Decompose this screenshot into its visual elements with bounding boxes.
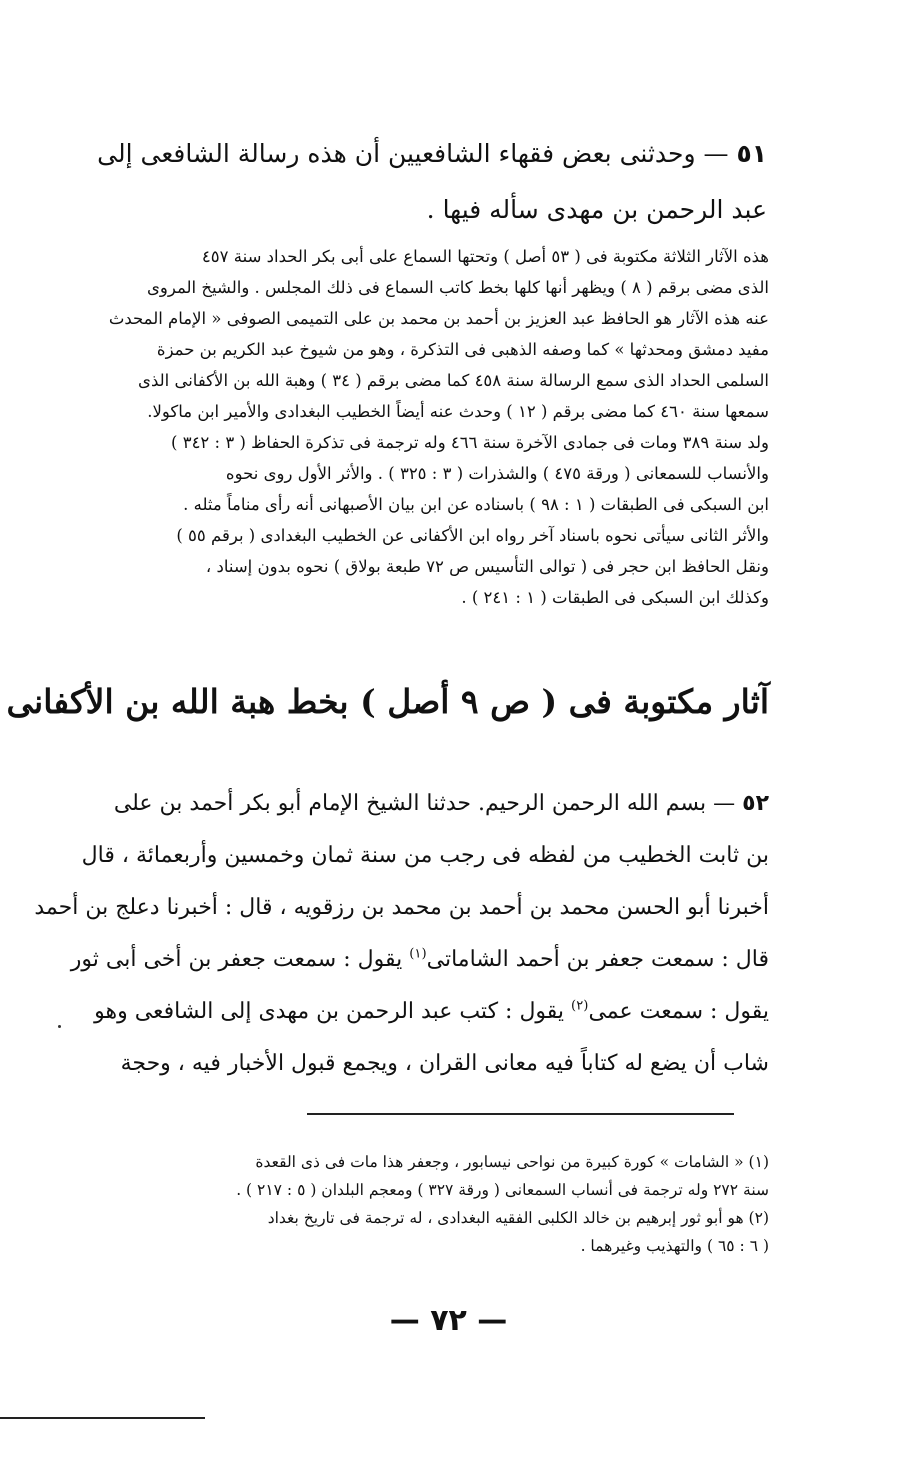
note-line: والأثر الثانى سيأتى نحوه باسناد آخر رواه ابن الأكفانى عن الخطيب البغدادى ( برقم ٥٥ )	[176, 526, 769, 545]
item-52-line-6: شاب أن يضع له كتاباً فيه معانى القران ، ويجمع قبول الأخبار فيه ، وحجة	[120, 1051, 769, 1076]
footnotes	[105, 1148, 769, 1260]
item-dash: —	[713, 791, 736, 816]
item-52-line-5	[94, 986, 769, 1038]
item-52-line-4	[70, 934, 769, 986]
item-dash: —	[703, 139, 729, 168]
note-line: ابن السبكى فى الطبقات ( ١ : ٩٨ ) باسناده عن ابن بيان الأصبهانى أنه رأى مناماً مثله .	[183, 495, 769, 514]
note-line: هذه الآثار الثلاثة مكتوبة فى ( ٥٣ أصل ) وتحتها السماع على أبى بكر الحداد سنة ٤٥٧	[201, 247, 769, 266]
footnote-line: ( ٦ : ٦٥ ) والتهذيب وغيرهما .	[580, 1237, 769, 1255]
note-line: السلمى الحداد الذى سمع الرسالة سنة ٤٥٨ كما مضى برقم ( ٣٤ ) وهبة الله بن الأكفانى الذى	[138, 371, 769, 390]
footnote-line: (١) « الشامات » كورة كبيرة من نواحى نيسابور ، وجعفر هذا مات فى ذى القعدة	[255, 1153, 769, 1171]
item-52-line-1	[105, 778, 769, 830]
item-52-text-1: بسم الله الرحمن الرحيم. حدثنا الشيخ الإمام أبو بكر أحمد بن على	[113, 791, 707, 816]
item-number-51: ٥١	[736, 139, 767, 168]
footnote-ref-1: (١)	[409, 946, 427, 962]
item-52-line-3: أخبرنا أبو الحسن محمد بن أحمد بن محمد بن رزقويه ، قال : أخبرنا دعلج بن أحمد	[34, 895, 769, 920]
note-line: الذى مضى برقم ( ٨ ) ويظهر أنها كلها بخط كاتب السماع فى ذلك المجلس . والشيخ المروى	[147, 278, 769, 297]
item-52-text-5b: يقول : كتب عبد الرحمن بن مهدى إلى الشافعى وهو	[94, 999, 572, 1024]
item-52-text-5a: يقول : سمعت عمى	[588, 999, 769, 1024]
scan-edge-line	[0, 1417, 205, 1419]
note-line: سمعها سنة ٤٦٠ كما مضى برقم ( ١٢ ) وحدث عنه أيضاً الخطيب البغدادى والأمير ابن ماكولا.	[147, 402, 769, 421]
item-52-line-2: بن ثابت الخطيب من لفظه فى رجب من سنة ثمان وخمسين وأربعمائة ، قال	[81, 843, 769, 868]
note-line: والأنساب للسمعانى ( ورقة ٤٧٥ ) والشذرات ( ٣ : ٣٢٥ ) . والأثر الأول روى نحوه	[225, 464, 769, 483]
note-line: عنه هذه الآثار هو الحافظ عبد العزيز بن أحمد بن محمد بن على التميمى الصوفى « الإمام المحدث	[108, 309, 769, 328]
commentary-notes	[105, 241, 769, 613]
item-number-52: ٥٢	[742, 791, 769, 816]
note-line: ونقل الحافظ ابن حجر فى ( توالى التأسيس ص ٧٢ طبعة بولاق ) نحوه بدون إسناد ،	[205, 557, 769, 576]
paragraph-item-52	[34, 778, 769, 1090]
item-51-line-1	[97, 126, 767, 182]
footnote-line: سنة ٢٧٢ وله ترجمة فى أنساب السمعانى ( ورقة ٣٢٧ ) ومعجم البلدان ( ٥ : ٢١٧ ) .	[236, 1181, 769, 1199]
item-51-text-1: وحدثنى بعض فقهاء الشافعيين أن هذه رسالة الشافعى إلى	[97, 139, 696, 168]
item-52-text-4a: قال : سمعت جعفر بن أحمد الشاماتى	[426, 947, 769, 972]
footnote-ref-2: (٢)	[571, 998, 589, 1014]
note-line: وكذلك ابن السبكى فى الطبقات ( ١ : ٢٤١ ) .	[461, 588, 769, 607]
page-number: — ٧٢ —	[389, 1303, 508, 1338]
footnote-line: (٢) هو أبو ثور إبرهيم بن خالد الكلبى الفقيه البغدادى ، له ترجمة فى تاريخ بغداد	[267, 1209, 769, 1227]
note-line: مفيد دمشق ومحدثها » كما وصفه الذهبى فى التذكرة ، وهو من شيوخ عبد الكريم بن حمزة	[156, 340, 769, 359]
paragraph-item-51	[97, 126, 767, 238]
item-52-text-4b: يقول : سمعت جعفر بن أخى أبى ثور	[70, 947, 410, 972]
scan-speck	[58, 1025, 61, 1028]
section-heading: آثار مكتوبة فى ( ص ٩ أصل ) بخط هبة الله بن الأكفانى	[6, 682, 769, 721]
note-line: ولد سنة ٣٨٩ ومات فى جمادى الآخرة سنة ٤٦٦ وله ترجمة فى تذكرة الحفاظ ( ٣ : ٣٤٢ )	[171, 433, 769, 452]
item-51-line-2: عبد الرحمن بن مهدى سأله فيها .	[426, 195, 767, 224]
footnote-separator	[307, 1113, 734, 1115]
